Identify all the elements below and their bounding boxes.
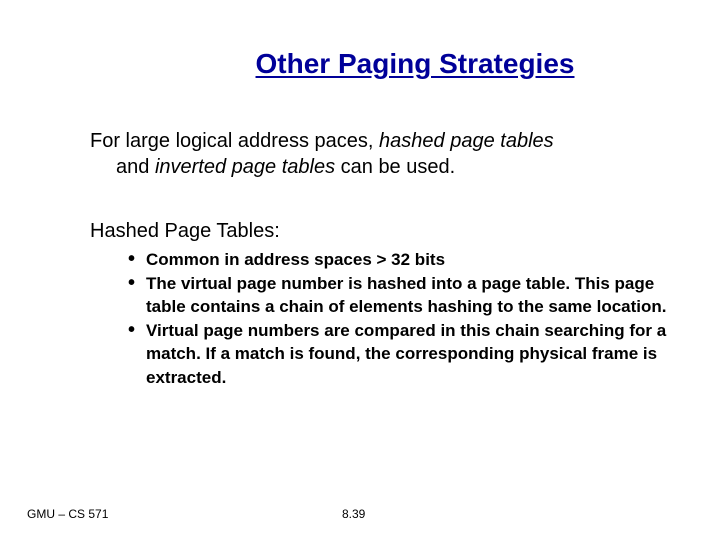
intro-term-hashed-page-tables: hashed page tables xyxy=(379,130,554,152)
intro-text: and xyxy=(116,156,155,178)
bullet-icon: • xyxy=(128,318,136,341)
intro-line-2 xyxy=(90,154,690,180)
bullet-text: Common in address spaces > 32 bits xyxy=(146,250,446,269)
bullet-icon: • xyxy=(128,248,136,270)
list-item xyxy=(128,272,668,319)
bullet-text: The virtual page number is hashed into a page table. This page table contains a chain of elements hashing to the same location. xyxy=(146,273,667,316)
footer-page-number: 8.39 xyxy=(342,507,366,521)
section-heading: Hashed Page Tables: xyxy=(90,220,280,242)
list-item xyxy=(128,319,668,390)
footer-course: GMU – CS 571 xyxy=(27,507,109,521)
slide-title: Other Paging Strategies xyxy=(255,48,575,79)
bullet-text: Virtual page numbers are compared in this chain searching for a match. If a match is found, the corresponding physical frame is extracted. xyxy=(146,320,667,387)
intro-text: For large logical address paces, xyxy=(90,130,380,152)
list-item xyxy=(128,248,668,272)
bullet-list xyxy=(128,248,668,389)
intro-paragraph xyxy=(90,128,690,180)
intro-text: can be used. xyxy=(335,156,456,178)
intro-term-inverted-page-tables: inverted page tables xyxy=(154,156,336,178)
bullet-icon: • xyxy=(128,271,136,294)
